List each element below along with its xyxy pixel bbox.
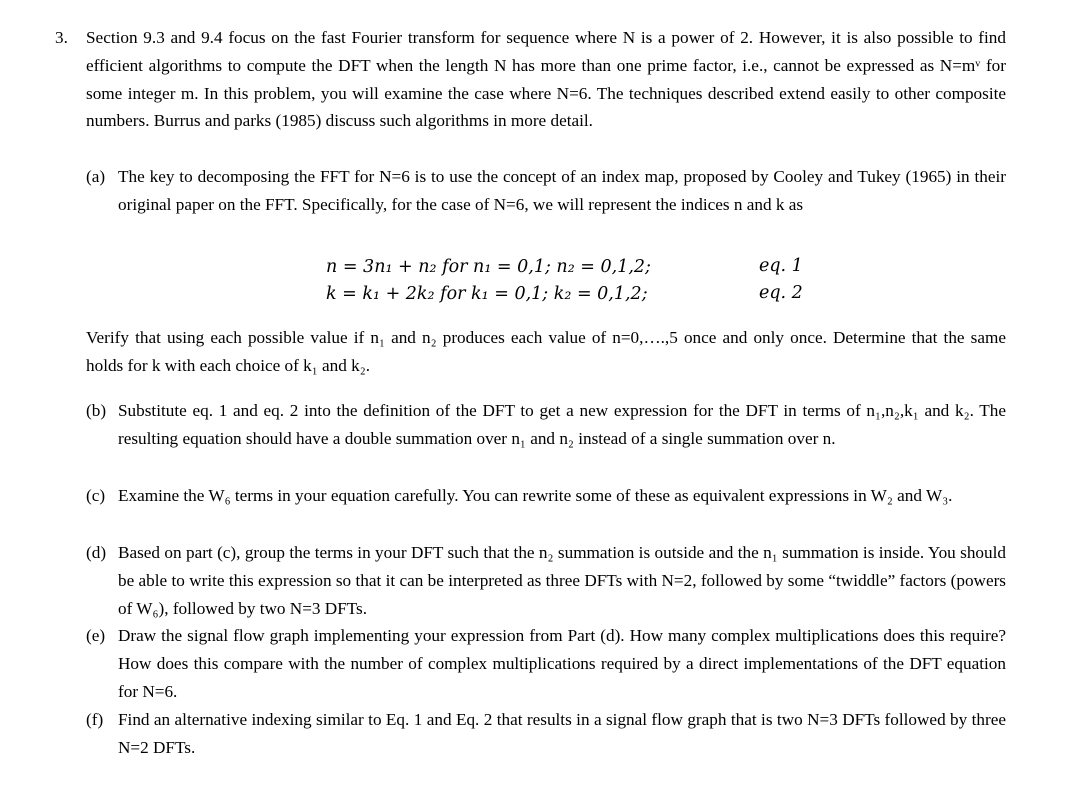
part-text: Based on part (c), group the terms in your DFT such that the n₂ summation is outside and the n₁ summation is inside. You should be able to write this expression so that it can be interpreted as three DFTs with N=2, followed by some “twiddle” factors (powers of W₆), followed by two N=3 DFTs. <box>118 543 1006 618</box>
part-label: (a) <box>86 167 106 186</box>
part-label: (f) <box>86 710 104 729</box>
part-label: (d) <box>86 543 107 562</box>
part-text: The key to decomposing the FFT for N=6 is to use the concept of an index map, proposed by Cooley and Tukey (1965) in their original paper on the FFT. Specifically, for the case of N=6, we will represent the indices n and k as <box>118 167 1006 214</box>
equation-1: n = 3n₁ + n₂ for n₁ = 0,1; n₂ = 0,1,2; <box>326 257 651 277</box>
part-label: (e) <box>86 626 106 645</box>
part-label: (c) <box>86 486 106 505</box>
part-label: (b) <box>86 401 107 420</box>
equation-2: k = k₁ + 2k₂ for k₁ = 0,1; k₂ = 0,1,2; <box>326 284 648 304</box>
problem-intro: Section 9.3 and 9.4 focus on the fast Fourier transform for sequence where N is a power of 2. However, it is also possible to find efficient algorithms to compute the DFT when the length N has more than one prime factor, i.e., cannot be expressed as N=mᵛ for some integer m. In this problem, you will examine the case where N=6. The techniques described extend easily to other composite numbers. Burrus and parks (1985) discuss such algorithms in more detail. <box>86 28 1006 131</box>
part-text: Find an alternative indexing similar to Eq. 1 and Eq. 2 that results in a signal flow graph that is two N=3 DFTs followed by three N=2 DFTs. <box>118 710 1006 757</box>
problem-number: 3. <box>55 28 68 47</box>
part-text: Draw the signal flow graph implementing your expression from Part (d). How many complex multiplications does this require? How does this compare with the number of complex multiplications required by a direct implementations of the DFT equation for N=6. <box>118 626 1006 701</box>
part-text: Examine the W₆ terms in your equation carefully. You can rewrite some of these as equivalent expressions in W₂ and W₃. <box>118 486 953 505</box>
equation-2-tag: eq. 2 <box>759 283 803 303</box>
equation-1-tag: eq. 1 <box>759 256 803 276</box>
part-text: Substitute eq. 1 and eq. 2 into the definition of the DFT to get a new expression for the DFT in terms of n₁,n₂,k₁ and k₂. The resulting equation should have a double summation over n₁ and n₂ instead of a single summation over n. <box>118 401 1006 448</box>
verify-text: Verify that using each possible value if n₁ and n₂ produces each value of n=0,….,5 once and only once. Determine that the same holds for k with each choice of k₁ and k₂. <box>86 328 1006 375</box>
